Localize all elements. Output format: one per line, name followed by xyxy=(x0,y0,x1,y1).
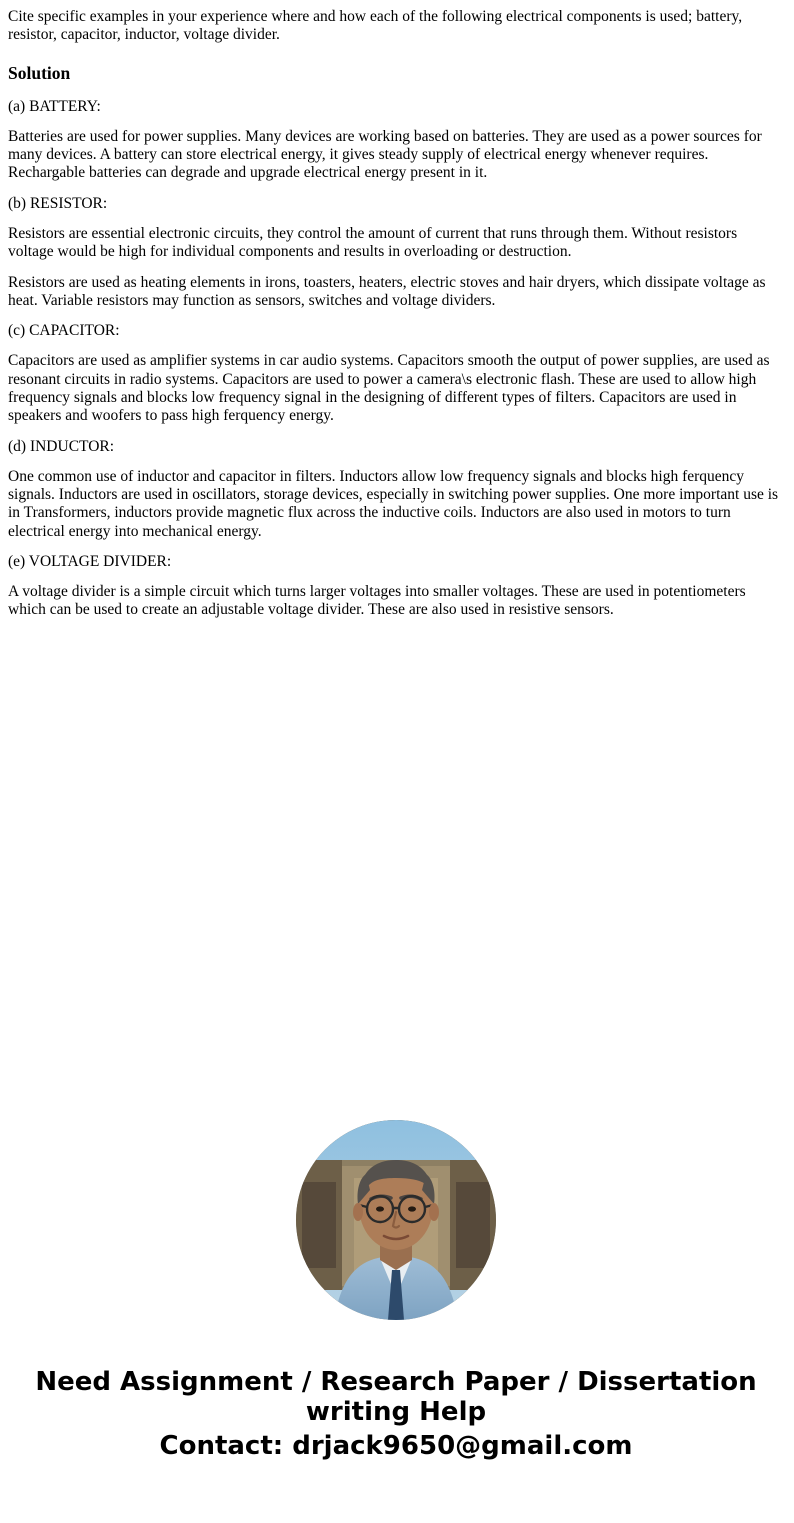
section-paragraph-resistor-2: Resistors are used as heating elements in irons, toasters, heaters, electric stoves and hair dryers, which dissipate voltage as heat. Variable resistors may function as sensors, switches and voltage dividers. xyxy=(8,273,766,309)
section-paragraph-voltage-divider-1: A voltage divider is a simple circuit which turns larger voltages into smaller voltages. These are used in potentiometers which can be used to create an adjustable voltage divider. These are also used in resistive sensors. xyxy=(8,583,746,619)
section-label-resistor: (b) RESISTOR: xyxy=(8,194,108,212)
promo-headline: Need Assignment / Research Paper / Dissertation writing Help xyxy=(35,1366,757,1427)
section-paragraph-resistor-1: Resistors are essential electronic circuits, they control the amount of current that runs through them. Without resistors voltage would be high for individual components and results in overloading or destruction. xyxy=(8,224,738,261)
question-text: Cite specific examples in your experience where and how each of the following electrical components is used; battery, resistor, capacitor, inductor, voltage divider. xyxy=(8,8,743,44)
section-paragraph-inductor-1: One common use of inductor and capacitor in filters. Inductors allow low frequency signals and blocks high ferquency signals. Inductors are used in oscillators, storage devices, especially in switching power supplies. One more important use is in Transformers, inductors provide magnetic flux across the inductive coils. Inductors are also used in motors to turn electrical energy into mechanical energy. xyxy=(8,467,779,540)
section-label-voltage-divider: (e) VOLTAGE DIVIDER: xyxy=(8,552,172,570)
page-spacer xyxy=(8,632,784,1102)
profile-photo-icon xyxy=(296,1120,496,1320)
section-paragraph-capacitor-1: Capacitors are used as amplifier systems in car audio systems. Capacitors smooth the output of power supplies, are used as resonant circuits in radio systems. Capacitors are used to power a camera\s electronic flash. These are used to allow high frequency signals and blocks low frequency signal in the designing of different types of filters. Capacitors are used in speakers and woofers to pass high ferquency energy. xyxy=(8,352,770,425)
section-label-inductor: (d) INDUCTOR: xyxy=(8,437,115,455)
promo-block xyxy=(8,1368,784,1462)
avatar-container xyxy=(8,1120,784,1320)
section-label-capacitor: (c) CAPACITOR: xyxy=(8,322,120,340)
promo-contact: Contact: drjack9650@gmail.com xyxy=(159,1430,633,1461)
section-label-battery: (a) BATTERY: xyxy=(8,97,101,115)
solution-heading: Solution xyxy=(8,62,71,83)
avatar xyxy=(296,1120,496,1320)
section-paragraph-battery-1: Batteries are used for power supplies. Many devices are working based on batteries. They are used as a power sources for many devices. A battery can store electrical energy, it gives steady supply of electrical energy whenever requires. Rechargable batteries can degrade and upgrade electrical energy present in it. xyxy=(8,127,762,182)
